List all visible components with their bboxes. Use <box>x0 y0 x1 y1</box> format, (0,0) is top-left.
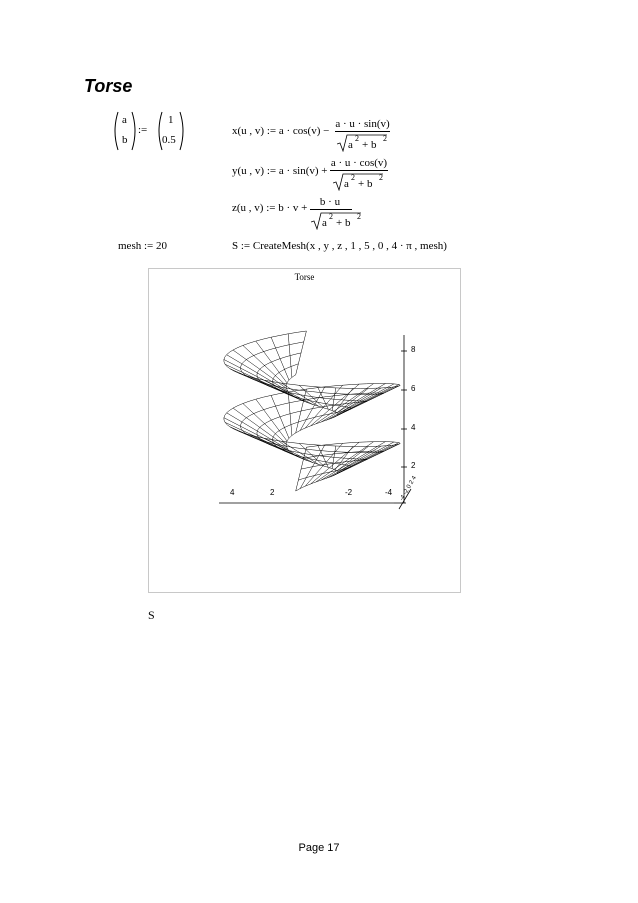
den-plus-b: + b <box>358 178 373 190</box>
assign-operator: := <box>138 124 148 136</box>
den-a: a <box>322 217 327 229</box>
x-tick-label: -4 <box>385 488 393 497</box>
x-numerator: a · u · sin(v) <box>335 118 390 130</box>
value-b: 0.5 <box>162 134 176 146</box>
section-title: Torse <box>84 76 133 96</box>
y-tick-label: -4 <box>399 494 407 502</box>
param-b: b <box>122 134 128 146</box>
z-lhs: z(u , v) := b · v + <box>232 202 308 214</box>
den-exp: 2 <box>355 134 359 143</box>
den-exp: 2 <box>357 212 361 221</box>
torse-surface <box>224 331 400 491</box>
y-lhs: y(u , v) := a · sin(v) + <box>232 165 328 177</box>
x-tick-label: 4 <box>230 488 235 497</box>
den-a: a <box>344 178 349 190</box>
y-tick-label: 4 <box>411 475 418 482</box>
den-exp: 2 <box>329 212 333 221</box>
createmesh-definition: S := CreateMesh(x , y , z , 1 , 5 , 0 , 4 · π , mesh) <box>232 240 447 252</box>
z-tick-label: 8 <box>411 345 416 354</box>
den-plus-b: + b <box>362 139 377 151</box>
mesh-curve <box>241 342 384 458</box>
z-tick-label: 2 <box>411 461 416 470</box>
den-exp: 2 <box>379 173 383 182</box>
x-lhs: x(u , v) := a · cos(v) − <box>232 125 330 137</box>
param-a: a <box>122 114 127 126</box>
mesh-line <box>296 331 307 375</box>
mesh-curve <box>224 331 400 447</box>
x-tick-label: 2 <box>270 488 275 497</box>
mesh-curve <box>257 353 367 469</box>
surface-reference: S <box>148 608 155 622</box>
x-tick-label: -2 <box>345 488 353 497</box>
y-numerator: a · u · cos(v) <box>330 157 388 169</box>
mesh-curve <box>286 375 338 491</box>
page-number: Page 17 <box>298 842 340 854</box>
den-exp: 2 <box>383 134 387 143</box>
z-tick-label: 6 <box>411 384 416 393</box>
y-tick-label: 2 <box>408 479 416 486</box>
den-exp: 2 <box>351 173 355 182</box>
left-paren-icon <box>110 110 120 152</box>
z-tick-label: 4 <box>411 423 416 432</box>
z-fraction-line <box>310 209 352 210</box>
plot-title: Torse <box>294 272 315 282</box>
y-fraction-line <box>330 170 388 171</box>
z-numerator: b · u <box>319 196 341 208</box>
y-tick-label: -2 <box>402 488 411 496</box>
parameter-assignment <box>110 110 190 152</box>
right-paren-icon <box>178 110 188 152</box>
value-a: 1 <box>168 114 174 126</box>
den-plus-b: + b <box>336 217 351 229</box>
x-fraction-line <box>335 131 390 132</box>
den-a: a <box>348 139 353 151</box>
mesh-definition: mesh := 20 <box>118 240 167 252</box>
surface-plot[interactable] <box>148 268 461 593</box>
y-tick-label: 0 <box>406 483 413 490</box>
